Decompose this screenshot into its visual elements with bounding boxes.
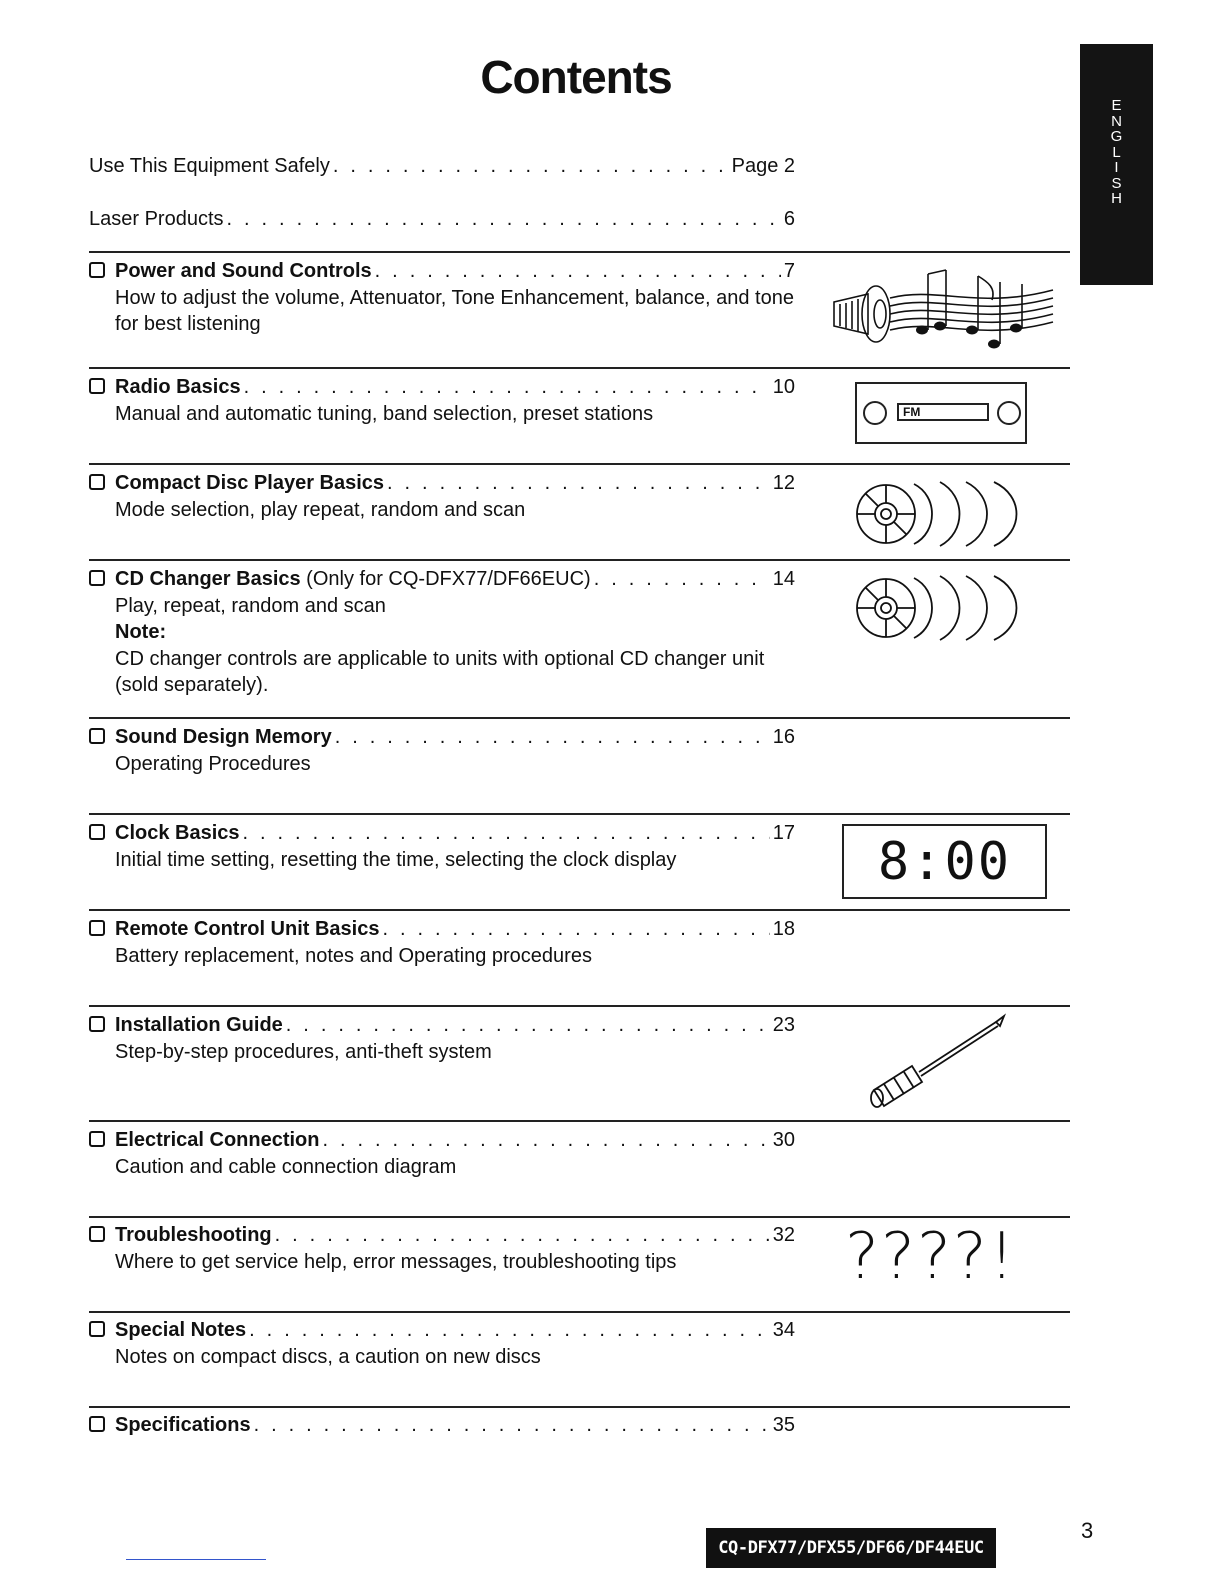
section-description: How to adjust the volume, Attenuator, Tone Enhancement, balance, and tone for best listening: [115, 286, 794, 335]
section-description: Manual and automatic tuning, band selection, preset stations: [115, 402, 654, 425]
section-description: Notes on compact discs, a caution on new discs: [115, 1345, 541, 1368]
section-page: 23: [772, 1014, 795, 1036]
toc-section-power-sound[interactable]: [89, 258, 795, 338]
section-title: Power and Sound Controls: [115, 260, 372, 282]
section-title: Specifications: [115, 1414, 251, 1436]
screwdriver-icon: [864, 1010, 1014, 1110]
section-page: 17: [772, 822, 795, 844]
section-title: Radio Basics: [115, 376, 241, 398]
toc-section-remote[interactable]: [89, 916, 795, 969]
section-title: Special Notes: [115, 1319, 247, 1341]
knob-icon: [863, 401, 887, 425]
toc-section-installation[interactable]: [89, 1012, 795, 1065]
page-title: Contents: [480, 51, 672, 103]
question-marks-icon: [845, 1222, 1037, 1300]
section-description: Step-by-step procedures, anti-theft system: [115, 1040, 492, 1063]
section-title: Compact Disc Player Basics: [115, 472, 385, 494]
section-title: Installation Guide: [115, 1014, 283, 1036]
toc-section-radio[interactable]: [89, 374, 795, 427]
divider: [89, 463, 1070, 465]
divider: [89, 559, 1070, 561]
page-number: 3: [1081, 1518, 1094, 1543]
checkbox-icon: [89, 1416, 105, 1432]
section-page: 18: [772, 918, 795, 940]
language-tab: [1080, 44, 1153, 285]
music-speaker-icon: [828, 268, 1060, 350]
section-page: 35: [772, 1414, 795, 1436]
section-description: Initial time setting, resetting the time, selecting the clock display: [115, 848, 677, 871]
toc-section-special-notes[interactable]: [89, 1317, 795, 1370]
section-page: 10: [772, 376, 795, 398]
language-tab-label: E N G L I S H: [1110, 97, 1123, 207]
divider: [89, 1311, 1070, 1313]
divider: [89, 1005, 1070, 1007]
section-page: 30: [772, 1129, 795, 1151]
divider: [89, 1406, 1070, 1408]
toc-section-cd-player[interactable]: [89, 470, 795, 523]
section-page: 34: [772, 1319, 795, 1341]
section-description: Play, repeat, random and scan: [115, 594, 386, 617]
divider: [89, 1216, 1070, 1218]
toc-section-cd-changer[interactable]: [89, 566, 795, 699]
section-page: 16: [772, 726, 795, 748]
toc-entry-page: 6: [783, 208, 795, 230]
checkbox-icon: [89, 824, 105, 840]
section-title: Clock Basics: [115, 822, 240, 844]
toc-entry-title: Use This Equipment Safely: [89, 155, 330, 177]
checkbox-icon: [89, 1131, 105, 1147]
band-window: [897, 403, 989, 421]
cd-disc-icon: [852, 476, 1032, 552]
toc-section-electrical[interactable]: [89, 1127, 795, 1180]
divider: [89, 367, 1070, 369]
toc-section-clock[interactable]: [89, 820, 795, 873]
clock-display-icon: [842, 824, 1047, 899]
link-underline: [126, 1559, 266, 1560]
cd-disc-icon: [852, 570, 1032, 646]
checkbox-icon: [89, 1226, 105, 1242]
toc-entry-safety[interactable]: [89, 153, 795, 180]
checkbox-icon: [89, 728, 105, 744]
model-number-badge: CQ-DFX77/DFX55/DF66/DF44EUC: [706, 1528, 996, 1568]
toc-entry-page: Page 2: [731, 155, 795, 177]
note-text: CD changer controls are applicable to units with optional CD changer unit (sold separately).: [115, 647, 765, 696]
section-description: Battery replacement, notes and Operating procedures: [115, 944, 592, 967]
section-page: 14: [772, 568, 795, 590]
checkbox-icon: [89, 262, 105, 278]
toc-entry-title: Laser Products: [89, 208, 224, 230]
divider: [89, 1120, 1070, 1122]
toc-entry-laser[interactable]: [89, 206, 795, 233]
note-label: Note:: [115, 621, 167, 643]
divider: [89, 717, 1070, 719]
checkbox-icon: [89, 920, 105, 936]
section-page: 12: [772, 472, 795, 494]
section-page: 7: [783, 260, 795, 282]
checkbox-icon: [89, 1321, 105, 1337]
section-description: Operating Procedures: [115, 752, 311, 775]
section-title-suffix: (Only for CQ-DFX77/DF66EUC): [300, 568, 591, 590]
radio-display-icon: [855, 382, 1027, 444]
checkbox-icon: [89, 474, 105, 490]
trouble-marks: ????!: [845, 1220, 1017, 1294]
section-page: 32: [772, 1224, 795, 1246]
section-description: Caution and cable connection diagram: [115, 1155, 457, 1178]
section-title: Remote Control Unit Basics: [115, 918, 380, 940]
checkbox-icon: [89, 378, 105, 394]
divider: [89, 909, 1070, 911]
toc-section-sound-design[interactable]: [89, 724, 795, 777]
clock-digits: 8:00: [877, 832, 1012, 892]
section-title: Electrical Connection: [115, 1129, 320, 1151]
section-title: Sound Design Memory: [115, 726, 332, 748]
band-label: FM: [903, 405, 921, 419]
section-description: Mode selection, play repeat, random and scan: [115, 498, 526, 521]
section-title: CD Changer Basics: [115, 568, 301, 590]
checkbox-icon: [89, 570, 105, 586]
toc-section-troubleshooting[interactable]: [89, 1222, 795, 1275]
toc-section-specifications[interactable]: [89, 1412, 795, 1439]
knob-icon: [997, 401, 1021, 425]
divider: [89, 813, 1070, 815]
section-title: Troubleshooting: [115, 1224, 272, 1246]
divider: [89, 251, 1070, 253]
checkbox-icon: [89, 1016, 105, 1032]
section-description: Where to get service help, error messages, troubleshooting tips: [115, 1250, 677, 1273]
